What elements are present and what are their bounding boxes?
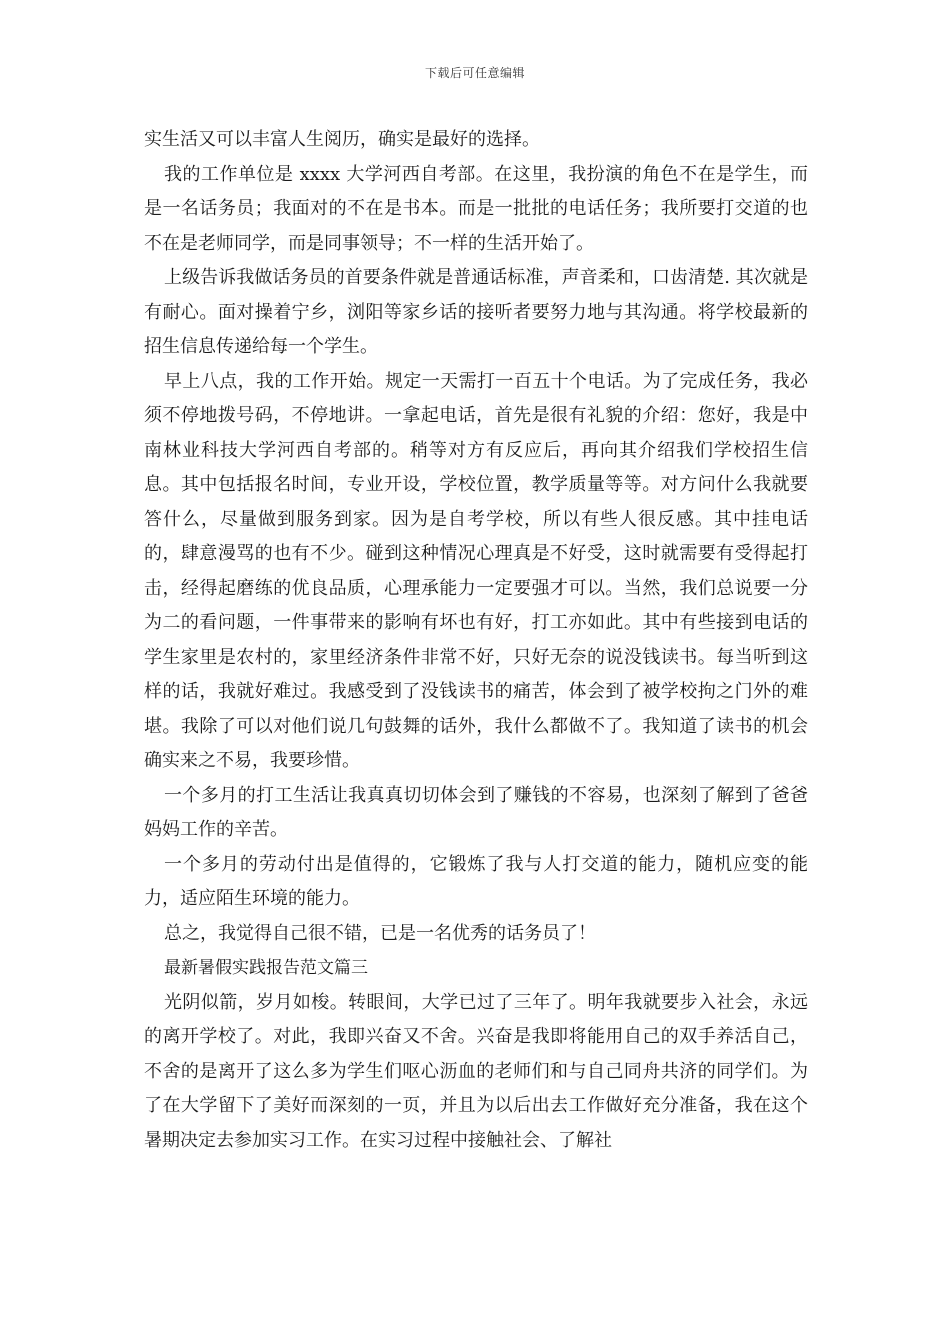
- document-body: [144, 123, 808, 1158]
- paragraph-3: 上级告诉我做话务员的首要条件就是普通话标准，声音柔和，口齿清楚. 其次就是有耐心。面对操着宁乡，浏阳等家乡话的接听者要努力地与其沟通。将学校最新的招生信息传递给每一个学生。: [144, 267, 808, 357]
- section-paragraph-1: 光阴似箭，岁月如梭。转眼间，大学已过了三年了。明年我就要步入社会，永远的离开学校了。对此，我即兴奋又不舍。兴奋是我即将能用自己的双手养活自己，不舍的是离开了这么多为学生们呕心沥血的老师们和与自己同舟共济的同学们。为了在大学留下了美好而深刻的一页，并且为以后出去工作做好充分准备，我在这个暑期决定去参加实习工作。在实习过程中接触社会、了解社: [144, 991, 808, 1151]
- paragraph-7: 总之，我觉得自己很不错，已是一名优秀的话务员了！: [164, 922, 596, 944]
- page-header: 下载后可任意编辑: [424, 66, 525, 80]
- paragraph-2: 我的工作单位是 xxxx 大学河西自考部。在这里，我扮演的角色不在是学生，而是一名话务员；我面对的不在是书本。而是一批批的电话任务；我所要打交道的也不在是老师同学，而是同事领导；不一样的生活开始了。: [144, 163, 808, 254]
- paragraph-1: 实生活又可以丰富人生阅历，确实是最好的选择。: [144, 129, 540, 150]
- paragraph-4: 早上八点，我的工作开始。规定一天需打一百五十个电话。为了完成任务，我必须不停地拨号码，不停地讲。一拿起电话，首先是很有礼貌的介绍：您好，我是中南林业科技大学河西自考部的。稍等对方有反应后，再向其介绍我们学校招生信息。其中包括报名时间，专业开设，学校位置，教学质量等等。对方问什么我就要答什么，尽量做到服务到家。因为是自考学校，所以有些人很反感。其中挂电话的，肆意漫骂的也有不少。碰到这种情况心理真是不好受，这时就需要有受得起打击，经得起磨练的优良品质，心理承能力一定要强才可以。当然，我们总说要一分为二的看问题，一件事带来的影响有坏也有好，打工亦如此。其中有些接到电话的学生家里是农村的，家里经济条件非常不好，只好无奈的说没钱读书。每当听到这样的话，我就好难过。我感受到了没钱读书的痛苦，体会到了被学校拘之门外的难堪。我除了可以对他们说几句鼓舞的话外，我什么都做不了。我知道了读书的机会确实来之不易，我要珍惜。: [144, 370, 808, 771]
- paragraph-6: 一个多月的劳动付出是值得的，它锻炼了我与人打交道的能力，随机应变的能力，适应陌生环境的能力。: [144, 853, 808, 909]
- section-heading: 最新暑假实践报告范文篇三: [164, 958, 368, 978]
- paragraph-5: 一个多月的打工生活让我真真切切体会到了赚钱的不容易，也深刻了解到了爸爸妈妈工作的辛苦。: [144, 784, 808, 840]
